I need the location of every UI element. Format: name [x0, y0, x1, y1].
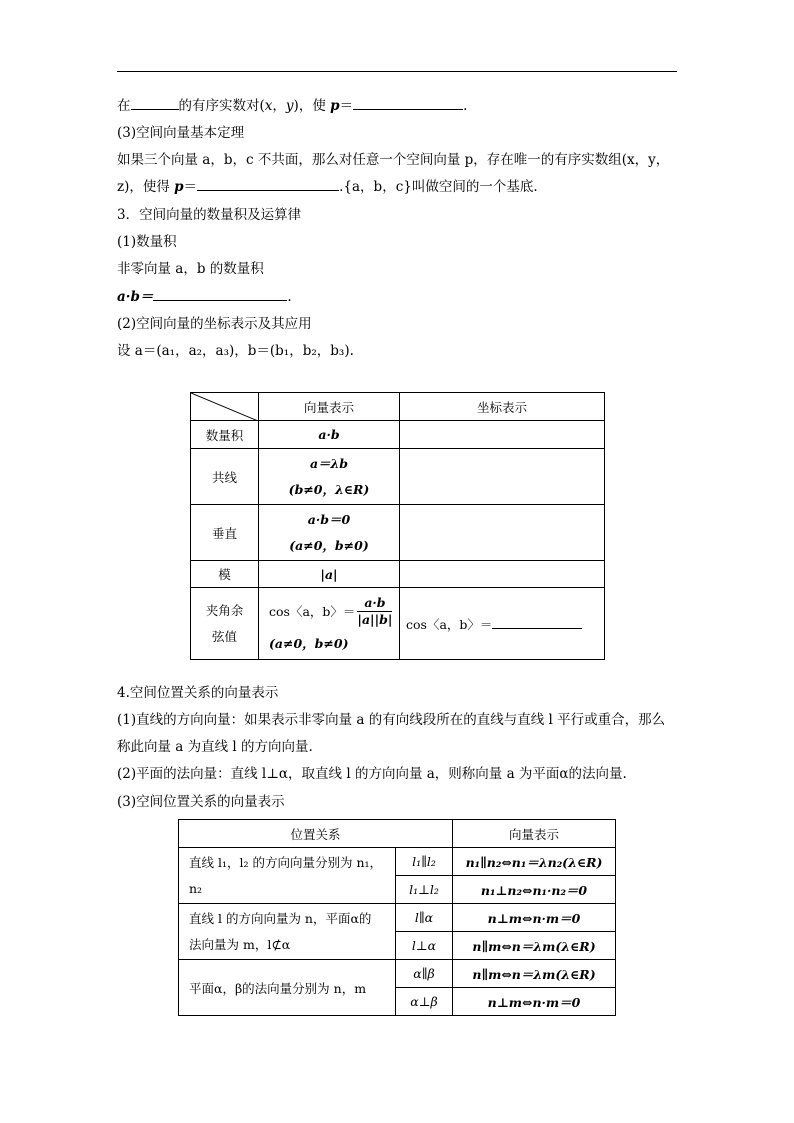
text-line-1	[117, 97, 467, 115]
row-label	[191, 588, 259, 660]
vector-cell: n⊥m⇔n·m＝0	[453, 904, 616, 932]
vector-cell: n∥m⇔n＝λm(λ∈R)	[453, 960, 616, 988]
text-line-12: (1)直线的方向向量：如果表示非零向量 a 的有向线段所在的直线与直线 l 平行或重合，那么	[117, 712, 666, 728]
text-line-2: (3)空间向量基本定理	[117, 125, 245, 141]
row-vector: |a|	[259, 561, 400, 588]
text: )，使	[293, 98, 331, 114]
blank	[492, 616, 582, 629]
row-coord	[400, 561, 605, 588]
text: a·b＝	[117, 289, 154, 305]
blank	[153, 288, 287, 301]
vector-cell: n₁⊥n₂⇔n₁·n₂＝0	[453, 876, 616, 904]
blank	[197, 178, 339, 191]
text: ＝	[339, 98, 354, 114]
header-relation: 位置关系	[179, 820, 453, 848]
row-label: 共线	[191, 449, 259, 505]
text: 的有序实数对(	[178, 98, 265, 114]
row-coord	[400, 505, 605, 561]
header-coord: 坐标表示	[400, 393, 605, 421]
row-coord	[400, 421, 605, 449]
relation-cell: α∥β	[396, 960, 453, 988]
text-line-8	[117, 288, 292, 306]
text: (a≠0，b≠0)	[269, 636, 349, 651]
text: 平面α，β的法向量分别为 n，m	[189, 980, 367, 996]
text-line-10: 设 a＝(a₁，a₂，a₃)，b＝(b₁，b₂，b₃).	[117, 343, 354, 359]
header-vector: 向量表示	[453, 820, 616, 848]
text: x	[264, 98, 273, 114]
diagonal-header-cell	[191, 393, 259, 421]
relation-cell: l∥α	[396, 904, 453, 932]
text: a·b＝0	[307, 511, 351, 527]
row-vector	[259, 449, 400, 505]
relation-cell: α⊥β	[396, 988, 453, 1016]
text-line-4	[117, 178, 538, 196]
text-line-5: 3．空间向量的数量积及运算律	[117, 207, 302, 223]
text-line-14: (2)平面的法向量：直线 l⊥α，取直线 l 的方向向量 a，则称向量 a 为平面α的法向量.	[117, 766, 627, 782]
cos-formula	[269, 595, 399, 628]
text: y	[285, 98, 294, 114]
vector-cell: n₁∥n₂⇔n₁＝λn₂(λ∈R)	[453, 848, 616, 876]
text: 法向量为 m，l⊄α	[189, 936, 291, 952]
text: cos〈a，b〉＝	[269, 603, 356, 619]
group-desc	[179, 848, 396, 904]
row-coord	[400, 588, 605, 660]
text: ，	[272, 98, 286, 114]
relation-cell: l⊥α	[396, 932, 453, 960]
diagonal-line	[191, 393, 258, 421]
vector-cell: n⊥m⇔n·m＝0	[453, 988, 616, 1016]
text-line-7: 非零向量 a，b 的数量积	[117, 261, 264, 277]
header-rule	[117, 71, 677, 72]
fraction-numerator: a·b	[357, 595, 392, 612]
text: 直线 l 的方向向量为 n，平面α的	[189, 910, 372, 926]
row-vector: a·b	[259, 421, 400, 449]
text: 弦值	[211, 628, 237, 644]
text: z)，使得	[117, 179, 175, 195]
relation-cell: l₁⊥l₂	[396, 876, 453, 904]
group-desc	[179, 904, 396, 960]
fraction-denominator: |a||b|	[357, 612, 393, 627]
text: 在	[117, 98, 131, 114]
text: 直线 l₁，l₂ 的方向向量分别为 n₁，	[189, 854, 382, 870]
text: .	[463, 98, 468, 114]
text: (b≠0，λ∈R)	[288, 481, 370, 497]
text: ＝	[183, 179, 198, 195]
text: .{a，b，c}叫做空间的一个基底.	[339, 179, 538, 195]
text-line-3: 如果三个向量 a，b，c 不共面，那么对任意一个空间向量 p，存在唯一的有序实数组(x，y，	[117, 152, 670, 168]
vector-operations-table	[190, 392, 605, 660]
header-vector: 向量表示	[259, 393, 400, 421]
text: p	[330, 98, 340, 114]
text-line-6: (1)数量积	[117, 234, 177, 250]
text-line-13: 称此向量 a 为直线 l 的方向向量.	[117, 739, 313, 755]
fraction	[357, 595, 392, 628]
text: 夹角余	[205, 602, 244, 618]
row-vector	[259, 505, 400, 561]
text: (a≠0，b≠0)	[289, 537, 369, 553]
text: .	[287, 289, 292, 305]
vector-cell: n∥m⇔n＝λm(λ∈R)	[453, 932, 616, 960]
blank	[353, 97, 463, 110]
text: n₂	[189, 880, 203, 896]
row-vector	[259, 588, 400, 660]
row-coord	[400, 449, 605, 505]
blank	[131, 97, 179, 110]
position-relation-table	[178, 819, 616, 1016]
relation-cell: l₁∥l₂	[396, 848, 453, 876]
text: cos〈a，b〉＝	[406, 616, 493, 632]
text: a＝λb	[309, 455, 349, 471]
row-label: 数量积	[191, 421, 259, 449]
row-label: 垂直	[191, 505, 259, 561]
group-desc	[179, 960, 396, 1016]
row-label: 模	[191, 561, 259, 588]
text-line-9: (2)空间向量的坐标表示及其应用	[117, 316, 312, 332]
text-line-11: 4.空间位置关系的向量表示	[117, 685, 279, 701]
text: p	[174, 179, 184, 195]
text-line-15: (3)空间位置关系的向量表示	[117, 794, 285, 810]
